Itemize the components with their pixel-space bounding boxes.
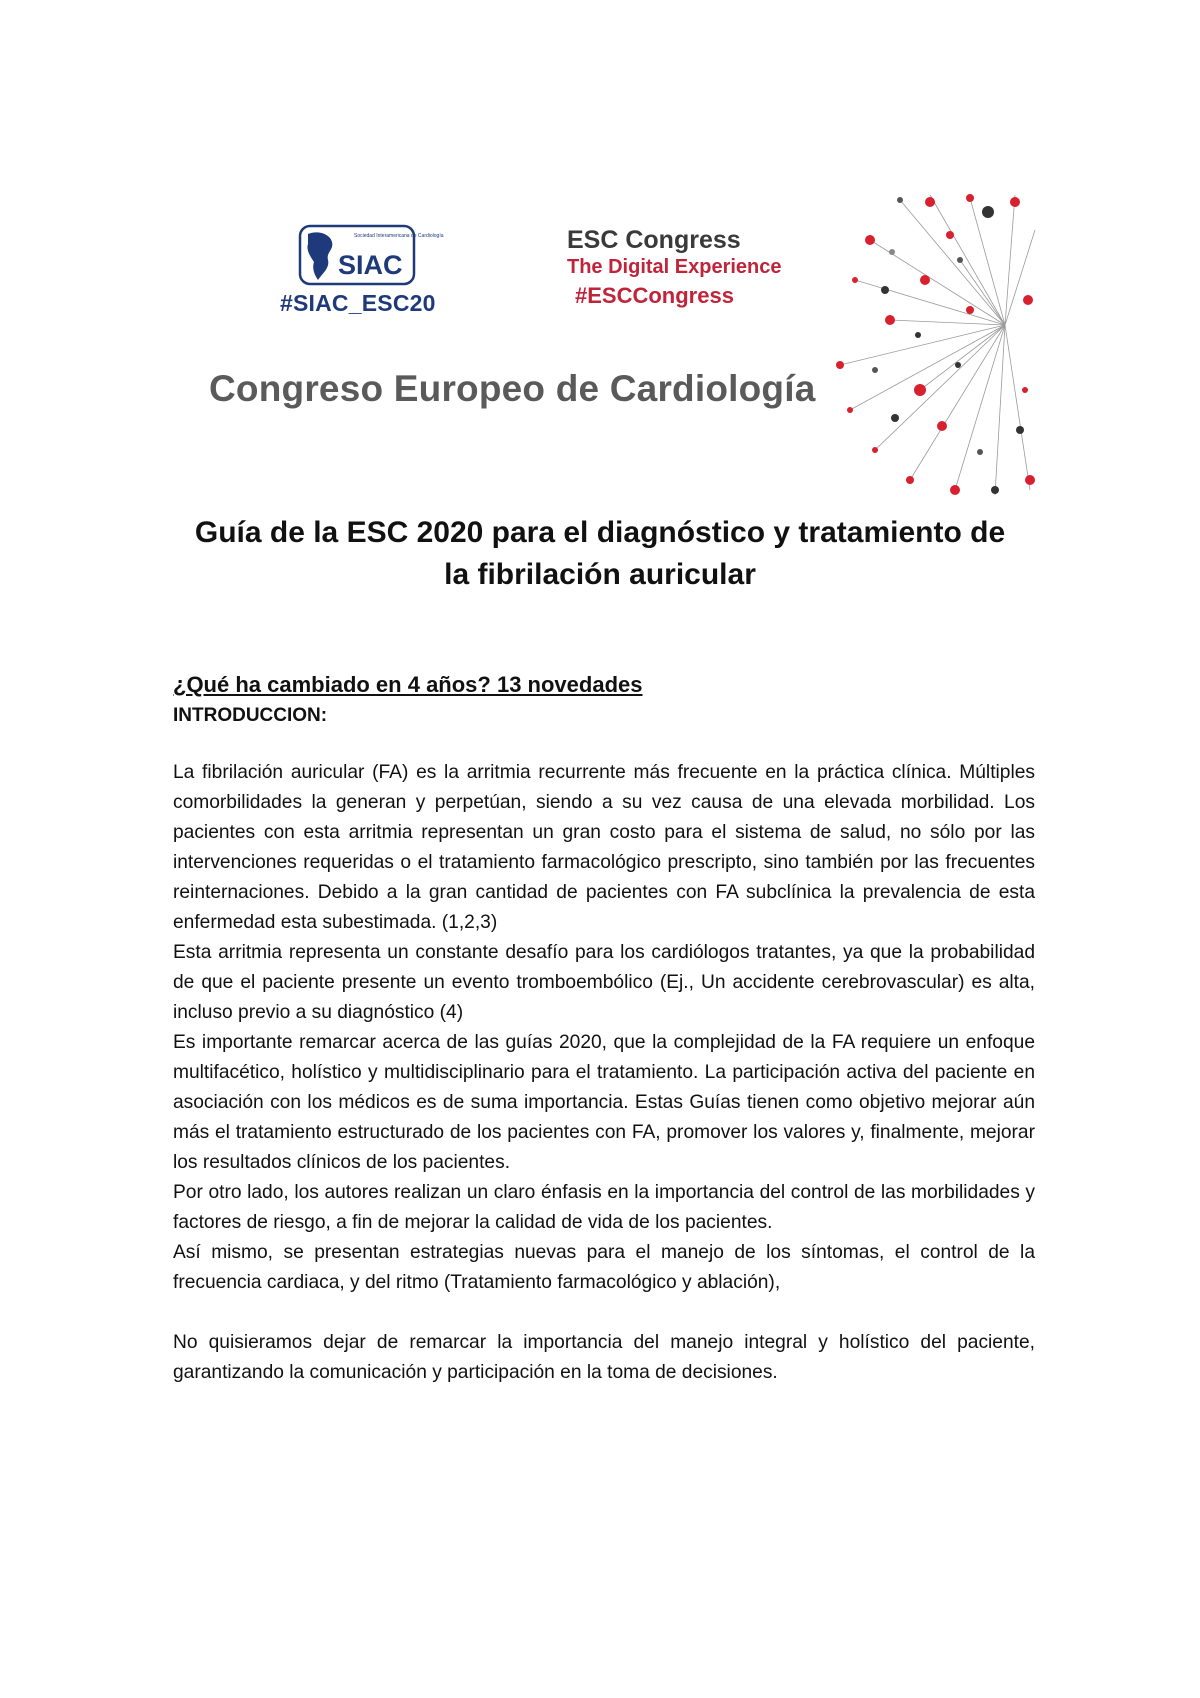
paragraph-4: Por otro lado, los autores realizan un claro énfasis en la importancia del control de las morbilidades y factores de riesgo, a fin de mejorar la calidad de vida de los pacientes. <box>173 1182 1035 1233</box>
intro-label: INTRODUCCION: <box>173 705 328 726</box>
esc-hashtag: #ESCCongress <box>575 283 734 308</box>
esc-congress-title: ESC Congress <box>567 226 741 254</box>
paragraph-5: Así mismo, se presentan estrategias nuevas para el manejo de los síntomas, el control de la frecuencia cardiaca, y del ritmo (Tratamiento farmacológico y ablación), <box>173 1242 1035 1293</box>
document-title <box>160 512 1040 596</box>
congress-banner <box>205 190 1035 500</box>
congress-title: Congreso Europeo de Cardiología <box>209 368 816 409</box>
document-title-line-2: la fibrilación auricular <box>444 558 756 591</box>
paragraph-gap <box>173 1298 1035 1328</box>
siac-logo <box>298 224 444 286</box>
burst-graphic <box>830 190 1035 500</box>
paragraph-3: Es importante remarcar acerca de las guías 2020, que la complejidad de la FA requiere un enfoque multifacético, holístico y multidisciplinario para el tratamiento. La participación activa del paciente en asociación con los médicos es de suma importancia. Estas Guías tienen como objetivo mejorar aún más el tratamiento estructurado de los pacientes con FA, promover los valores y, finalmente, mejorar los resultados clínicos de los pacientes. <box>173 1032 1035 1173</box>
siac-logo-word: SIAC <box>338 250 403 280</box>
document-title-line-1: Guía de la ESC 2020 para el diagnóstico y tratamiento de <box>194 516 1006 549</box>
siac-hashtag: #SIAC_ESC20 <box>280 290 436 316</box>
paragraph-1: La fibrilación auricular (FA) es la arritmia recurrente más frecuente en la práctica clínica. Múltiples comorbilidades la generan y perpetúan, siendo a su vez causa de una elevada morbilidad. Los pacientes con esta arritmia representan un gran costo para el sistema de salud, no sólo por las intervenciones requeridas o el tratamiento farmacológico prescripto, sino también por las frecuentes reinternaciones. Debido a la gran cantidad de pacientes con FA subclínica la prevalencia de esta enfermedad esta subestimada. (1,2,3) <box>173 762 1035 933</box>
siac-logo-small-text: Sociedad Interamericana de Cardiología <box>354 233 444 239</box>
esc-digital-experience: The Digital Experience <box>567 256 782 278</box>
paragraph-2: Esta arritmia representa un constante desafío para los cardiólogos tratantes, ya que la probabilidad de que el paciente presente un evento tromboembólico (Ej., Un accidente cerebrovascular) es alta, incluso previo a su diagnóstico (4) <box>173 942 1035 1023</box>
body-text <box>173 758 1035 1388</box>
paragraph-6: No quisieramos dejar de remarcar la importancia del manejo integral y holístico del paciente, garantizando la comunicación y participación en la toma de decisiones. <box>173 1332 1035 1383</box>
section-subheading: ¿Qué ha cambiado en 4 años? 13 novedades <box>173 672 643 697</box>
